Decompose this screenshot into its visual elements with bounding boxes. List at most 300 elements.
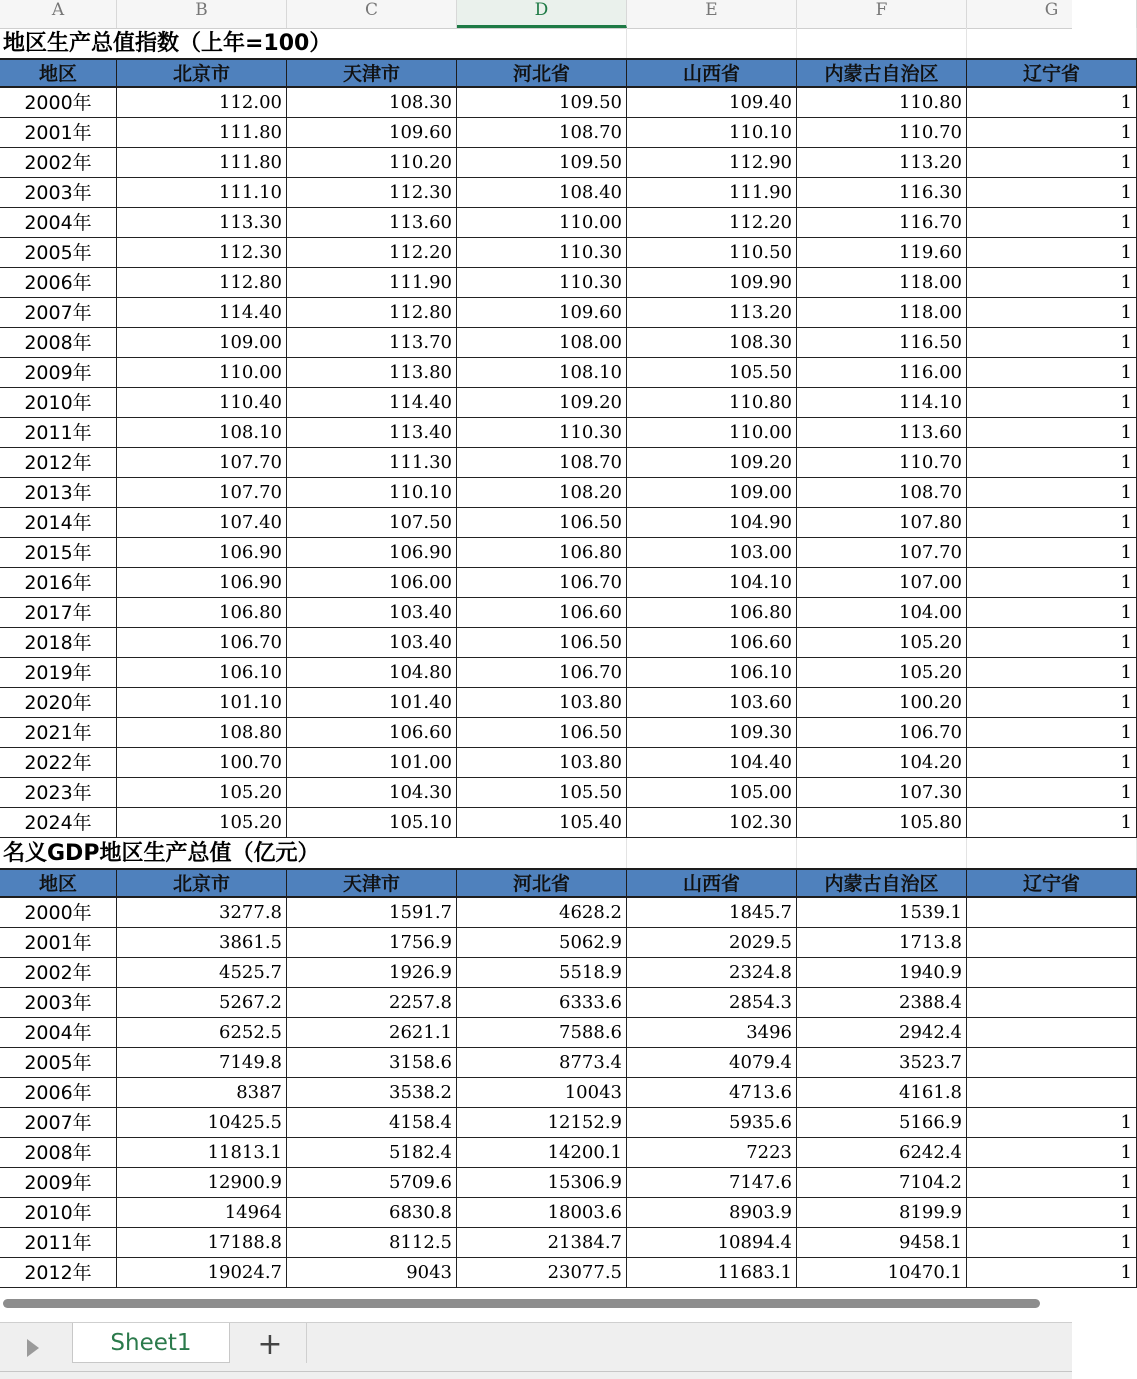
value-cell[interactable]: 109.00 — [627, 478, 797, 508]
value-cell[interactable]: 111.10 — [117, 178, 287, 208]
value-cell[interactable]: 1 — [967, 328, 1137, 358]
value-cell[interactable]: 103.80 — [457, 748, 627, 778]
year-cell[interactable]: 2004年 — [0, 1018, 117, 1048]
value-cell[interactable]: 1 — [967, 118, 1137, 148]
value-cell[interactable]: 1 — [967, 538, 1137, 568]
value-cell[interactable]: 109.60 — [287, 118, 457, 148]
value-cell[interactable]: 9043 — [287, 1258, 457, 1288]
value-cell[interactable]: 2388.4 — [797, 988, 967, 1018]
value-cell[interactable]: 106.10 — [117, 658, 287, 688]
value-cell[interactable]: 5062.9 — [457, 928, 627, 958]
value-cell[interactable]: 105.20 — [797, 658, 967, 688]
value-cell[interactable]: 14200.1 — [457, 1138, 627, 1168]
value-cell[interactable]: 1 — [967, 718, 1137, 748]
empty-cell[interactable] — [457, 28, 627, 58]
year-cell[interactable]: 2016年 — [0, 568, 117, 598]
value-cell[interactable]: 111.90 — [287, 268, 457, 298]
value-cell[interactable]: 108.00 — [457, 328, 627, 358]
value-cell[interactable]: 1926.9 — [287, 958, 457, 988]
value-cell[interactable]: 110.80 — [797, 88, 967, 118]
year-cell[interactable]: 2002年 — [0, 148, 117, 178]
column-header-cell[interactable]: 内蒙古自治区 — [797, 868, 967, 898]
value-cell[interactable]: 1 — [967, 148, 1137, 178]
value-cell[interactable] — [967, 1048, 1137, 1078]
value-cell[interactable]: 112.00 — [117, 88, 287, 118]
value-cell[interactable]: 1940.9 — [797, 958, 967, 988]
year-cell[interactable]: 2007年 — [0, 298, 117, 328]
value-cell[interactable]: 1 — [967, 268, 1137, 298]
year-cell[interactable]: 2010年 — [0, 388, 117, 418]
value-cell[interactable]: 1 — [967, 1168, 1137, 1198]
column-header-cell[interactable]: 天津市 — [287, 58, 457, 88]
value-cell[interactable]: 111.80 — [117, 148, 287, 178]
empty-cell[interactable] — [627, 28, 797, 58]
value-cell[interactable]: 3277.8 — [117, 898, 287, 928]
value-cell[interactable] — [967, 988, 1137, 1018]
value-cell[interactable]: 114.40 — [287, 388, 457, 418]
value-cell[interactable]: 110.70 — [797, 448, 967, 478]
value-cell[interactable]: 108.30 — [287, 88, 457, 118]
value-cell[interactable]: 7223 — [627, 1138, 797, 1168]
value-cell[interactable]: 106.80 — [457, 538, 627, 568]
value-cell[interactable]: 3538.2 — [287, 1078, 457, 1108]
value-cell[interactable]: 1 — [967, 778, 1137, 808]
year-cell[interactable]: 2013年 — [0, 478, 117, 508]
year-cell[interactable]: 2017年 — [0, 598, 117, 628]
value-cell[interactable]: 107.50 — [287, 508, 457, 538]
value-cell[interactable]: 105.40 — [457, 808, 627, 838]
value-cell[interactable]: 113.40 — [287, 418, 457, 448]
value-cell[interactable]: 1539.1 — [797, 898, 967, 928]
value-cell[interactable] — [967, 1078, 1137, 1108]
value-cell[interactable]: 10425.5 — [117, 1108, 287, 1138]
value-cell[interactable]: 112.20 — [627, 208, 797, 238]
value-cell[interactable]: 3158.6 — [287, 1048, 457, 1078]
value-cell[interactable]: 3523.7 — [797, 1048, 967, 1078]
year-cell[interactable]: 2009年 — [0, 1168, 117, 1198]
year-cell[interactable]: 2009年 — [0, 358, 117, 388]
value-cell[interactable]: 104.10 — [627, 568, 797, 598]
value-cell[interactable]: 111.90 — [627, 178, 797, 208]
value-cell[interactable]: 4713.6 — [627, 1078, 797, 1108]
value-cell[interactable]: 2029.5 — [627, 928, 797, 958]
value-cell[interactable]: 110.10 — [627, 118, 797, 148]
value-cell[interactable]: 106.70 — [457, 658, 627, 688]
value-cell[interactable]: 3861.5 — [117, 928, 287, 958]
value-cell[interactable]: 109.00 — [117, 328, 287, 358]
value-cell[interactable]: 106.70 — [117, 628, 287, 658]
value-cell[interactable]: 1 — [967, 808, 1137, 838]
value-cell[interactable]: 103.40 — [287, 628, 457, 658]
value-cell[interactable]: 110.20 — [287, 148, 457, 178]
year-cell[interactable]: 2022年 — [0, 748, 117, 778]
value-cell[interactable]: 110.40 — [117, 388, 287, 418]
value-cell[interactable]: 1 — [967, 508, 1137, 538]
value-cell[interactable]: 1 — [967, 598, 1137, 628]
value-cell[interactable]: 4161.8 — [797, 1078, 967, 1108]
year-cell[interactable]: 2001年 — [0, 118, 117, 148]
year-cell[interactable]: 2007年 — [0, 1108, 117, 1138]
column-header-c[interactable]: C — [287, 0, 457, 28]
value-cell[interactable]: 118.00 — [797, 268, 967, 298]
value-cell[interactable]: 1 — [967, 658, 1137, 688]
value-cell[interactable]: 119.60 — [797, 238, 967, 268]
value-cell[interactable]: 10470.1 — [797, 1258, 967, 1288]
value-cell[interactable]: 7147.6 — [627, 1168, 797, 1198]
value-cell[interactable]: 105.10 — [287, 808, 457, 838]
value-cell[interactable]: 106.60 — [457, 598, 627, 628]
sheet-tab-sheet1[interactable]: Sheet1 — [72, 1323, 230, 1363]
value-cell[interactable]: 106.90 — [117, 568, 287, 598]
column-header-cell[interactable]: 地区 — [0, 868, 117, 898]
value-cell[interactable]: 2854.3 — [627, 988, 797, 1018]
value-cell[interactable] — [967, 898, 1137, 928]
value-cell[interactable]: 106.10 — [627, 658, 797, 688]
year-cell[interactable]: 2024年 — [0, 808, 117, 838]
value-cell[interactable] — [967, 928, 1137, 958]
value-cell[interactable]: 107.80 — [797, 508, 967, 538]
year-cell[interactable]: 2020年 — [0, 688, 117, 718]
value-cell[interactable]: 18003.6 — [457, 1198, 627, 1228]
value-cell[interactable]: 101.00 — [287, 748, 457, 778]
value-cell[interactable]: 105.50 — [457, 778, 627, 808]
value-cell[interactable]: 114.10 — [797, 388, 967, 418]
value-cell[interactable]: 108.10 — [457, 358, 627, 388]
value-cell[interactable]: 1 — [967, 628, 1137, 658]
value-cell[interactable]: 1 — [967, 208, 1137, 238]
value-cell[interactable]: 8903.9 — [627, 1198, 797, 1228]
column-header-cell[interactable]: 地区 — [0, 58, 117, 88]
value-cell[interactable]: 109.50 — [457, 148, 627, 178]
value-cell[interactable]: 106.90 — [117, 538, 287, 568]
column-header-cell[interactable]: 河北省 — [457, 58, 627, 88]
value-cell[interactable]: 8773.4 — [457, 1048, 627, 1078]
value-cell[interactable]: 109.20 — [627, 448, 797, 478]
value-cell[interactable]: 1 — [967, 418, 1137, 448]
value-cell[interactable]: 1 — [967, 1258, 1137, 1288]
value-cell[interactable]: 8112.5 — [287, 1228, 457, 1258]
value-cell[interactable]: 111.80 — [117, 118, 287, 148]
value-cell[interactable]: 5935.6 — [627, 1108, 797, 1138]
value-cell[interactable]: 11813.1 — [117, 1138, 287, 1168]
column-header-b[interactable]: B — [117, 0, 287, 28]
value-cell[interactable]: 107.70 — [797, 538, 967, 568]
value-cell[interactable]: 104.80 — [287, 658, 457, 688]
value-cell[interactable]: 109.50 — [457, 88, 627, 118]
value-cell[interactable]: 108.70 — [457, 448, 627, 478]
section-title[interactable]: 名义GDP地区生产总值（亿元） — [3, 841, 320, 866]
value-cell[interactable]: 1 — [967, 298, 1137, 328]
value-cell[interactable]: 112.90 — [627, 148, 797, 178]
value-cell[interactable]: 106.80 — [117, 598, 287, 628]
value-cell[interactable]: 106.00 — [287, 568, 457, 598]
value-cell[interactable]: 12900.9 — [117, 1168, 287, 1198]
year-cell[interactable]: 2014年 — [0, 508, 117, 538]
value-cell[interactable]: 106.50 — [457, 718, 627, 748]
value-cell[interactable]: 105.20 — [797, 628, 967, 658]
empty-cell[interactable] — [797, 28, 967, 58]
value-cell[interactable] — [967, 958, 1137, 988]
value-cell[interactable]: 105.50 — [627, 358, 797, 388]
value-cell[interactable]: 108.80 — [117, 718, 287, 748]
value-cell[interactable]: 104.00 — [797, 598, 967, 628]
column-header-cell[interactable]: 河北省 — [457, 868, 627, 898]
year-cell[interactable]: 2002年 — [0, 958, 117, 988]
value-cell[interactable]: 1 — [967, 568, 1137, 598]
year-cell[interactable]: 2006年 — [0, 1078, 117, 1108]
value-cell[interactable]: 104.20 — [797, 748, 967, 778]
value-cell[interactable]: 7149.8 — [117, 1048, 287, 1078]
value-cell[interactable]: 110.50 — [627, 238, 797, 268]
value-cell[interactable]: 101.10 — [117, 688, 287, 718]
value-cell[interactable]: 110.10 — [287, 478, 457, 508]
value-cell[interactable]: 1 — [967, 238, 1137, 268]
column-header-a[interactable]: A — [0, 0, 117, 28]
value-cell[interactable]: 6242.4 — [797, 1138, 967, 1168]
value-cell[interactable]: 110.70 — [797, 118, 967, 148]
value-cell[interactable]: 1 — [967, 748, 1137, 778]
value-cell[interactable]: 6252.5 — [117, 1018, 287, 1048]
value-cell[interactable]: 111.30 — [287, 448, 457, 478]
year-cell[interactable]: 2004年 — [0, 208, 117, 238]
year-cell[interactable]: 2021年 — [0, 718, 117, 748]
value-cell[interactable]: 12152.9 — [457, 1108, 627, 1138]
value-cell[interactable]: 114.40 — [117, 298, 287, 328]
value-cell[interactable]: 102.30 — [627, 808, 797, 838]
value-cell[interactable]: 110.00 — [457, 208, 627, 238]
value-cell[interactable]: 113.70 — [287, 328, 457, 358]
value-cell[interactable]: 17188.8 — [117, 1228, 287, 1258]
value-cell[interactable]: 4158.4 — [287, 1108, 457, 1138]
year-cell[interactable]: 2011年 — [0, 418, 117, 448]
value-cell[interactable]: 113.20 — [627, 298, 797, 328]
year-cell[interactable]: 2003年 — [0, 178, 117, 208]
value-cell[interactable]: 112.80 — [117, 268, 287, 298]
value-cell[interactable]: 109.30 — [627, 718, 797, 748]
year-cell[interactable]: 2006年 — [0, 268, 117, 298]
value-cell[interactable]: 107.40 — [117, 508, 287, 538]
value-cell[interactable]: 112.30 — [287, 178, 457, 208]
year-cell[interactable]: 2010年 — [0, 1198, 117, 1228]
value-cell[interactable]: 103.00 — [627, 538, 797, 568]
year-cell[interactable]: 2005年 — [0, 1048, 117, 1078]
value-cell[interactable]: 2257.8 — [287, 988, 457, 1018]
empty-cell[interactable] — [457, 838, 627, 868]
value-cell[interactable]: 108.20 — [457, 478, 627, 508]
section-title[interactable]: 地区生产总值指数（上年=100） — [3, 31, 332, 56]
value-cell[interactable]: 4628.2 — [457, 898, 627, 928]
value-cell[interactable]: 104.90 — [627, 508, 797, 538]
year-cell[interactable]: 2000年 — [0, 898, 117, 928]
column-header-d[interactable]: D — [457, 0, 627, 28]
value-cell[interactable]: 108.30 — [627, 328, 797, 358]
value-cell[interactable]: 10043 — [457, 1078, 627, 1108]
value-cell[interactable]: 101.40 — [287, 688, 457, 718]
value-cell[interactable]: 3496 — [627, 1018, 797, 1048]
value-cell[interactable]: 23077.5 — [457, 1258, 627, 1288]
year-cell[interactable]: 2023年 — [0, 778, 117, 808]
column-header-cell[interactable]: 辽宁省 — [967, 868, 1137, 898]
value-cell[interactable]: 112.80 — [287, 298, 457, 328]
column-header-cell[interactable]: 内蒙古自治区 — [797, 58, 967, 88]
value-cell[interactable]: 110.00 — [117, 358, 287, 388]
column-header-f[interactable]: F — [797, 0, 967, 28]
horizontal-scrollbar[interactable] — [3, 1299, 1040, 1308]
value-cell[interactable]: 106.70 — [797, 718, 967, 748]
value-cell[interactable]: 1 — [967, 478, 1137, 508]
value-cell[interactable]: 14964 — [117, 1198, 287, 1228]
value-cell[interactable]: 107.00 — [797, 568, 967, 598]
value-cell[interactable]: 7588.6 — [457, 1018, 627, 1048]
value-cell[interactable]: 103.40 — [287, 598, 457, 628]
empty-cell[interactable] — [967, 28, 1137, 58]
column-header-cell[interactable]: 山西省 — [627, 58, 797, 88]
value-cell[interactable]: 5267.2 — [117, 988, 287, 1018]
year-cell[interactable]: 2001年 — [0, 928, 117, 958]
value-cell[interactable]: 107.70 — [117, 448, 287, 478]
value-cell[interactable]: 1 — [967, 1108, 1137, 1138]
add-sheet-button[interactable]: + — [257, 1327, 283, 1362]
value-cell[interactable]: 1 — [967, 178, 1137, 208]
value-cell[interactable]: 1 — [967, 88, 1137, 118]
year-cell[interactable]: 2011年 — [0, 1228, 117, 1258]
value-cell[interactable]: 108.70 — [457, 118, 627, 148]
column-header-cell[interactable]: 辽宁省 — [967, 58, 1137, 88]
value-cell[interactable]: 110.00 — [627, 418, 797, 448]
value-cell[interactable]: 106.50 — [457, 628, 627, 658]
year-cell[interactable]: 2008年 — [0, 1138, 117, 1168]
value-cell[interactable]: 116.00 — [797, 358, 967, 388]
value-cell[interactable]: 103.80 — [457, 688, 627, 718]
value-cell[interactable]: 109.20 — [457, 388, 627, 418]
value-cell[interactable]: 116.70 — [797, 208, 967, 238]
value-cell[interactable]: 19024.7 — [117, 1258, 287, 1288]
value-cell[interactable]: 1713.8 — [797, 928, 967, 958]
value-cell[interactable]: 110.30 — [457, 238, 627, 268]
value-cell[interactable]: 6830.8 — [287, 1198, 457, 1228]
empty-cell[interactable] — [797, 838, 967, 868]
scroll-tabs-left-button[interactable] — [18, 1333, 46, 1361]
value-cell[interactable]: 100.20 — [797, 688, 967, 718]
value-cell[interactable]: 108.10 — [117, 418, 287, 448]
value-cell[interactable]: 104.30 — [287, 778, 457, 808]
value-cell[interactable]: 1 — [967, 1198, 1137, 1228]
value-cell[interactable] — [967, 1018, 1137, 1048]
value-cell[interactable]: 4525.7 — [117, 958, 287, 988]
year-cell[interactable]: 2019年 — [0, 658, 117, 688]
value-cell[interactable]: 105.20 — [117, 778, 287, 808]
value-cell[interactable]: 2942.4 — [797, 1018, 967, 1048]
value-cell[interactable]: 113.80 — [287, 358, 457, 388]
year-cell[interactable]: 2005年 — [0, 238, 117, 268]
value-cell[interactable]: 8387 — [117, 1078, 287, 1108]
value-cell[interactable]: 9458.1 — [797, 1228, 967, 1258]
year-cell[interactable]: 2012年 — [0, 448, 117, 478]
value-cell[interactable]: 8199.9 — [797, 1198, 967, 1228]
value-cell[interactable]: 113.20 — [797, 148, 967, 178]
value-cell[interactable]: 1591.7 — [287, 898, 457, 928]
value-cell[interactable]: 1 — [967, 358, 1137, 388]
value-cell[interactable]: 106.80 — [627, 598, 797, 628]
value-cell[interactable]: 106.90 — [287, 538, 457, 568]
year-cell[interactable]: 2003年 — [0, 988, 117, 1018]
value-cell[interactable]: 5518.9 — [457, 958, 627, 988]
value-cell[interactable]: 108.70 — [797, 478, 967, 508]
value-cell[interactable]: 1 — [967, 388, 1137, 418]
value-cell[interactable]: 109.40 — [627, 88, 797, 118]
year-cell[interactable]: 2012年 — [0, 1258, 117, 1288]
value-cell[interactable]: 106.70 — [457, 568, 627, 598]
value-cell[interactable]: 113.60 — [797, 418, 967, 448]
value-cell[interactable]: 2324.8 — [627, 958, 797, 988]
column-header-cell[interactable]: 北京市 — [117, 58, 287, 88]
value-cell[interactable]: 107.70 — [117, 478, 287, 508]
value-cell[interactable]: 6333.6 — [457, 988, 627, 1018]
value-cell[interactable]: 118.00 — [797, 298, 967, 328]
column-header-g[interactable]: G — [967, 0, 1137, 28]
value-cell[interactable]: 5709.6 — [287, 1168, 457, 1198]
column-header-cell[interactable]: 山西省 — [627, 868, 797, 898]
empty-cell[interactable] — [967, 838, 1137, 868]
value-cell[interactable]: 105.20 — [117, 808, 287, 838]
value-cell[interactable]: 110.80 — [627, 388, 797, 418]
value-cell[interactable]: 109.90 — [627, 268, 797, 298]
year-cell[interactable]: 2015年 — [0, 538, 117, 568]
value-cell[interactable]: 100.70 — [117, 748, 287, 778]
value-cell[interactable]: 1 — [967, 1228, 1137, 1258]
year-cell[interactable]: 2008年 — [0, 328, 117, 358]
empty-cell[interactable] — [627, 838, 797, 868]
value-cell[interactable]: 5166.9 — [797, 1108, 967, 1138]
value-cell[interactable]: 106.60 — [287, 718, 457, 748]
value-cell[interactable]: 105.00 — [627, 778, 797, 808]
value-cell[interactable]: 1756.9 — [287, 928, 457, 958]
value-cell[interactable]: 21384.7 — [457, 1228, 627, 1258]
value-cell[interactable]: 15306.9 — [457, 1168, 627, 1198]
value-cell[interactable]: 7104.2 — [797, 1168, 967, 1198]
value-cell[interactable]: 106.50 — [457, 508, 627, 538]
value-cell[interactable]: 103.60 — [627, 688, 797, 718]
year-cell[interactable]: 2000年 — [0, 88, 117, 118]
value-cell[interactable]: 113.30 — [117, 208, 287, 238]
value-cell[interactable]: 10894.4 — [627, 1228, 797, 1258]
value-cell[interactable]: 113.60 — [287, 208, 457, 238]
column-header-cell[interactable]: 北京市 — [117, 868, 287, 898]
value-cell[interactable]: 1845.7 — [627, 898, 797, 928]
value-cell[interactable]: 105.80 — [797, 808, 967, 838]
value-cell[interactable]: 4079.4 — [627, 1048, 797, 1078]
value-cell[interactable]: 11683.1 — [627, 1258, 797, 1288]
value-cell[interactable]: 112.30 — [117, 238, 287, 268]
value-cell[interactable]: 5182.4 — [287, 1138, 457, 1168]
value-cell[interactable]: 116.50 — [797, 328, 967, 358]
value-cell[interactable]: 2621.1 — [287, 1018, 457, 1048]
value-cell[interactable]: 116.30 — [797, 178, 967, 208]
value-cell[interactable]: 107.30 — [797, 778, 967, 808]
value-cell[interactable]: 104.40 — [627, 748, 797, 778]
value-cell[interactable]: 106.60 — [627, 628, 797, 658]
column-header-cell[interactable]: 天津市 — [287, 868, 457, 898]
value-cell[interactable]: 112.20 — [287, 238, 457, 268]
value-cell[interactable]: 1 — [967, 448, 1137, 478]
value-cell[interactable]: 110.30 — [457, 418, 627, 448]
column-header-e[interactable]: E — [627, 0, 797, 28]
value-cell[interactable]: 1 — [967, 1138, 1137, 1168]
value-cell[interactable]: 109.60 — [457, 298, 627, 328]
value-cell[interactable]: 110.30 — [457, 268, 627, 298]
year-cell[interactable]: 2018年 — [0, 628, 117, 658]
value-cell[interactable]: 108.40 — [457, 178, 627, 208]
